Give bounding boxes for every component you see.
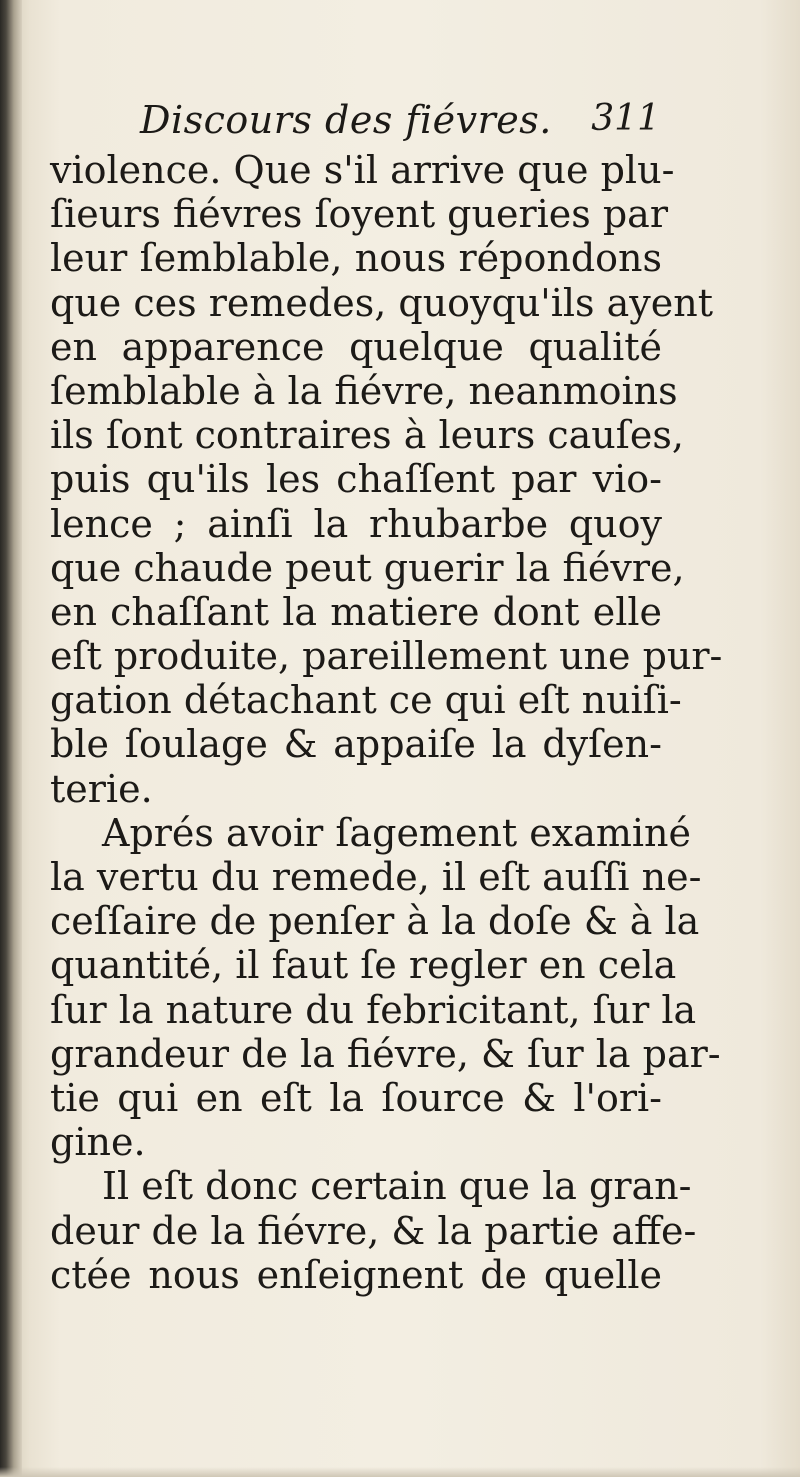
text-line: puis qu'ils les chaſſent par vio- — [50, 457, 662, 502]
text-line: violence. Que s'il arrive que plu- — [50, 148, 675, 192]
text-line: gation détachant ce qui eſt nuiſi- — [50, 678, 682, 723]
text-line: lence ; ainſi la rhubarbe quoy — [50, 501, 662, 546]
page-header — [140, 98, 660, 148]
text-line: que ces remedes, quoyqu'ils ayent — [50, 280, 713, 325]
text-line: Aprés avoir ſagement examiné — [102, 810, 691, 855]
text-line: la vertu du remede, il eſt auſſi ne- — [50, 855, 702, 899]
text-line: ſemblable à la fiévre, neanmoins — [50, 368, 678, 413]
binding-gutter — [0, 0, 22, 1477]
text-line: en chaſſant la matiere dont elle — [50, 589, 662, 634]
text-line: deur de la fiévre, & la partie affe- — [50, 1208, 697, 1253]
text-line: grandeur de la fiévre, & ſur la par- — [50, 1031, 721, 1076]
text-line: eſt produite, pareillement une pur- — [50, 634, 723, 679]
text-line: en apparence quelque qualité — [50, 324, 662, 369]
text-line: gine. — [50, 1120, 146, 1165]
page-number: 311 — [591, 98, 660, 139]
text-line: ils ſont contraires à leurs cauſes, — [50, 413, 684, 458]
text-line: ceſſaire de penſer à la doſe & à la — [50, 899, 700, 944]
running-title: Discours des fiévres. — [140, 98, 552, 142]
text-line: quantité, il faut ſe regler en cela — [50, 943, 677, 988]
body-text — [50, 148, 723, 1297]
page-bottom-edge — [0, 1467, 800, 1477]
text-line: ctée nous enſeignent de quelle — [50, 1252, 662, 1297]
text-line: Il eſt donc certain que la gran- — [102, 1164, 692, 1209]
text-line: tie qui en eſt la ſource & l'ori- — [50, 1075, 662, 1120]
text-line: ſur la nature du febricitant, ſur la — [50, 987, 697, 1032]
text-line: terie. — [50, 766, 153, 811]
text-line: leur ſemblable, nous répondons — [50, 236, 662, 281]
text-line: que chaude peut guerir la fiévre, — [50, 545, 685, 590]
text-line: ble ſoulage & appaiſe la dyſen- — [50, 722, 662, 767]
text-line: ſieurs fiévres ſoyent gueries par — [50, 192, 669, 237]
